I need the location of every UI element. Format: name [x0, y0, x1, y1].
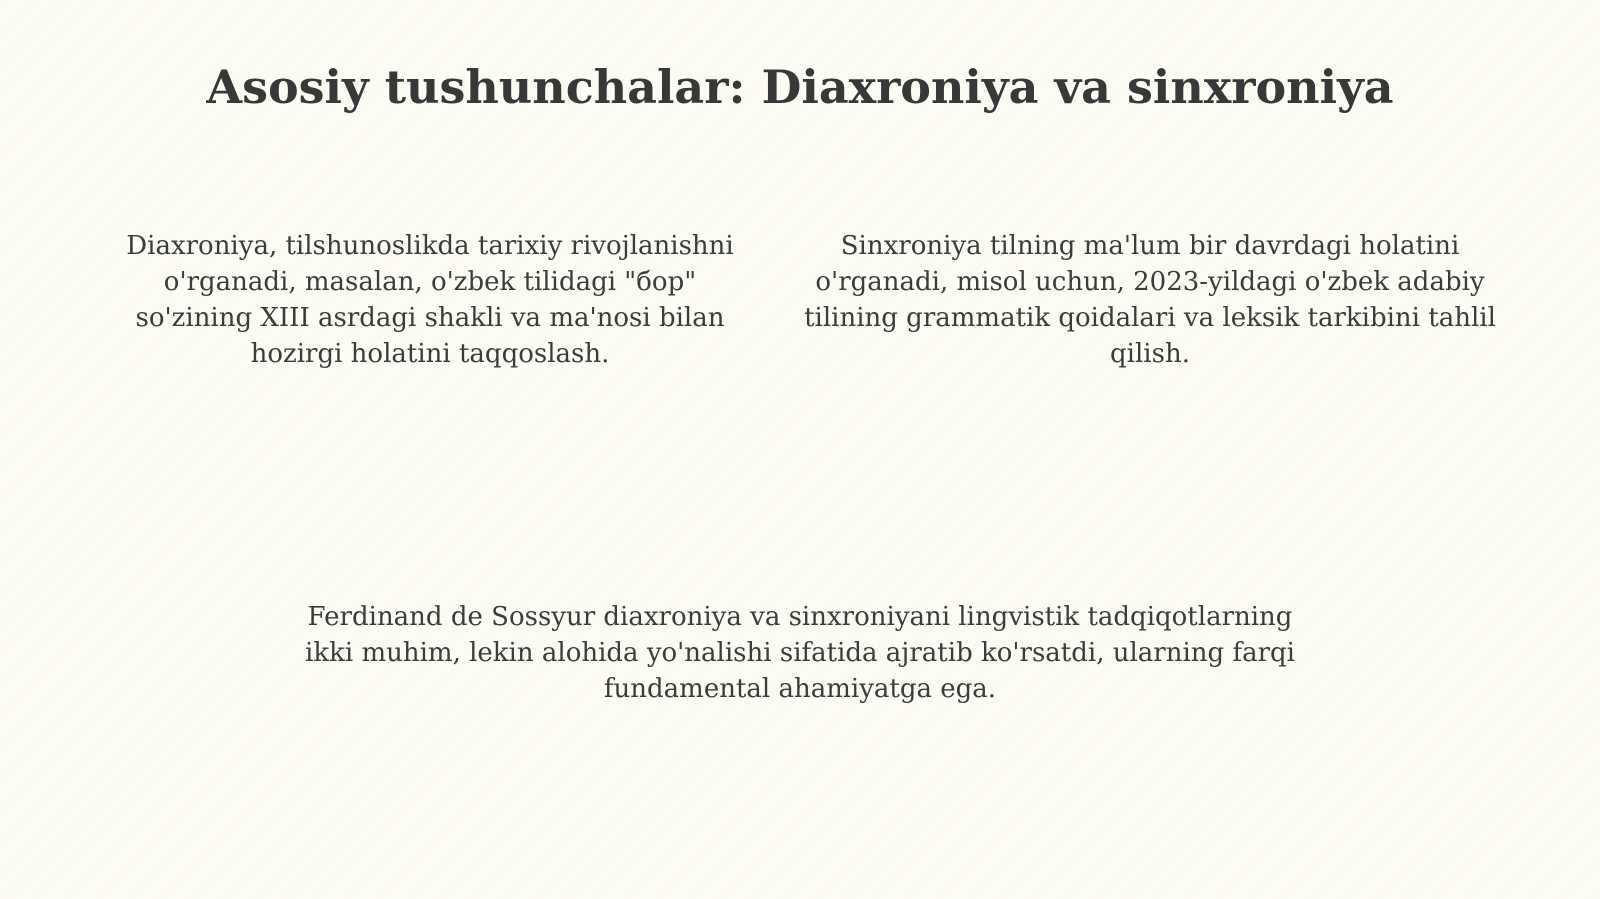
diachrony-paragraph: Diaxroniya, tilshunoslikda tarixiy rivojlanishni o'rganadi, masalan, o'zbek tilidagi "бор" so'zining XIII asrdagi shakli va ma'nosi bilan hozirgi holatini taqqoslash.	[126, 231, 734, 369]
slide-title: Asosiy tushunchalar: Diaxroniya va sinxroniya	[206, 60, 1394, 114]
synchrony-paragraph: Sinxroniya tilning ma'lum bir davrdagi holatini o'rganadi, misol uchun, 2023-yildagi o'zbek adabiy tilining grammatik qoidalari va leksik tarkibini tahlil qilish.	[804, 231, 1496, 369]
saussure-paragraph: Ferdinand de Sossyur diaxroniya va sinxroniyani lingvistik tadqiqotlarning ikki muhim, lekin alohida yo'nalishi sifatida ajratib ko'rsatdi, ularning farqi fundamental ahamiyatga ega.	[305, 602, 1295, 704]
